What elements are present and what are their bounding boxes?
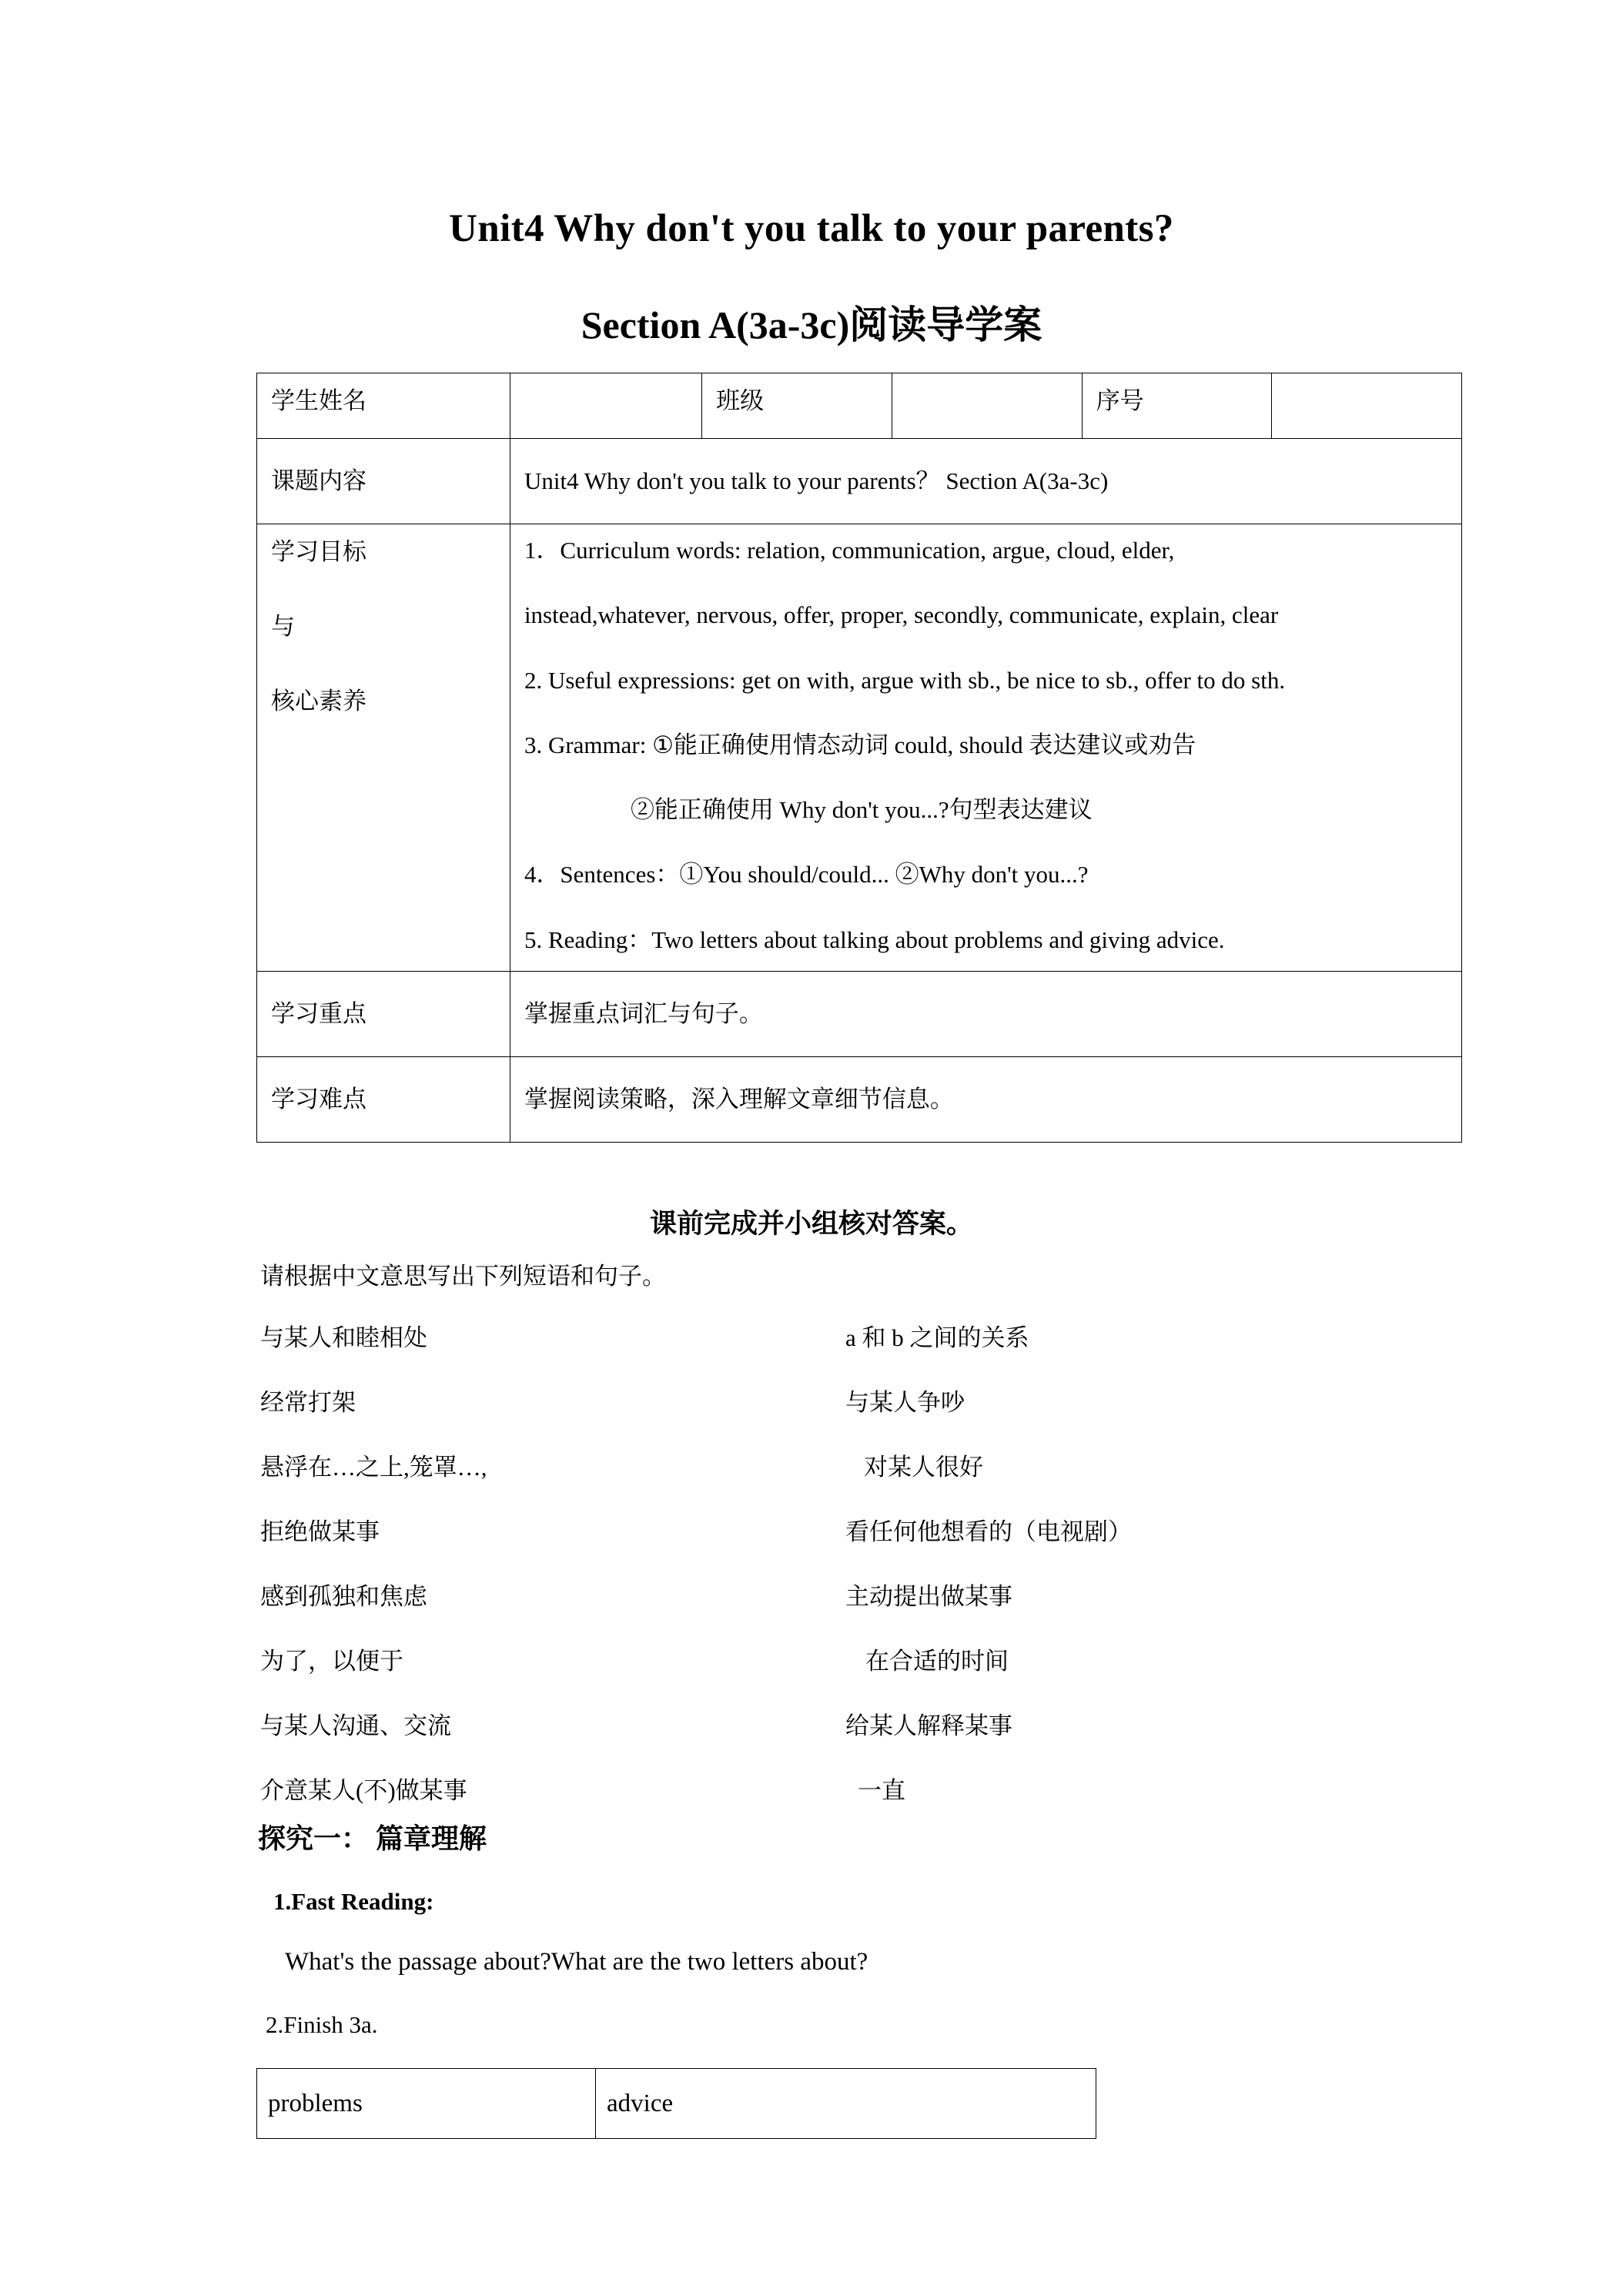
reading-question: What's the passage about?What are the two letters about? (285, 1948, 868, 1976)
vocab-right-2: 与某人争吵 (845, 1389, 965, 1416)
vocab-left-4: 拒绝做某事 (260, 1518, 380, 1545)
number-value[interactable] (1272, 373, 1462, 439)
goal-item-1: 1．Curriculum words: relation, communication, argue, cloud, elder, (524, 537, 1175, 564)
goals-label-line1: 学习目标 (271, 538, 366, 565)
vocab-right-3: 对某人很好 (864, 1454, 983, 1481)
vocab-right-5: 主动提出做某事 (845, 1583, 1012, 1610)
difficulty-label: 学习难点 (257, 1057, 510, 1143)
key-points-value: 掌握重点词汇与句子。 (510, 972, 1461, 1057)
page-title-sub: Section A(3a-3c)阅读导学案 (581, 303, 1042, 346)
difficulty-value: 掌握阅读策略，深入理解文章细节信息。 (510, 1057, 1461, 1143)
student-name-value[interactable] (510, 373, 701, 439)
topic-label: 课题内容 (257, 439, 510, 524)
problems-header: problems (257, 2069, 596, 2139)
table-row-topic (257, 439, 1462, 524)
vocab-left-1: 与某人和睦相处 (260, 1324, 427, 1351)
vocab-left-7: 与某人沟通、交流 (260, 1712, 451, 1739)
class-label: 班级 (702, 373, 892, 439)
goal-item-7: 5. Reading：Two letters about talking about problems and giving advice. (524, 925, 1225, 953)
goal-item-6: 4．Sentences：①You should/could... ②Why don't you...? (524, 861, 1089, 889)
list-item (260, 1512, 1338, 1577)
pre-class-notice: 课前完成并小组核对答案。 (649, 1209, 973, 1239)
fast-reading-label: 1.Fast Reading: (273, 1888, 434, 1915)
vocab-left-3: 悬浮在…之上,笼罩…, (260, 1454, 487, 1481)
vocabulary-list (260, 1318, 1338, 1836)
number-label: 序号 (1082, 373, 1272, 439)
class-value[interactable] (892, 373, 1082, 439)
goal-item-5: ②能正确使用 Why don't you...?句型表达建议 (630, 796, 1093, 824)
list-item (260, 1318, 1338, 1383)
goals-label-cell (257, 524, 510, 972)
problems-advice-table (256, 2068, 1096, 2139)
vocab-left-6: 为了，以便于 (260, 1648, 403, 1675)
finish-3a-label: 2.Finish 3a. (266, 2011, 378, 2038)
list-item (260, 1706, 1338, 1771)
student-name-label: 学生姓名 (257, 373, 510, 439)
list-item (260, 1383, 1338, 1448)
topic-value: Unit4 Why don't you talk to your parents？ Section A(3a-3c) (510, 439, 1461, 524)
goals-label-line2: 与 (271, 612, 295, 640)
vocab-left-2: 经常打架 (260, 1389, 356, 1416)
vocab-left-8: 介意某人(不)做某事 (260, 1777, 467, 1804)
explore-section-heading: 探究一： 篇章理解 (258, 1823, 487, 1854)
table-row-goals (257, 524, 1462, 972)
vocab-left-5: 感到孤独和焦虑 (260, 1583, 427, 1610)
vocabulary-instruction: 请根据中文意思写出下列短语和句子。 (260, 1263, 666, 1290)
list-item (260, 1448, 1338, 1512)
key-points-label: 学习重点 (257, 972, 510, 1057)
table-row (257, 2069, 1096, 2139)
vocab-right-1: a 和 b 之间的关系 (845, 1324, 1029, 1351)
goal-item-4: 3. Grammar: ①能正确使用情态动词 could, should 表达建议或劝告 (524, 731, 1196, 758)
table-row-difficulties (257, 1057, 1462, 1143)
vocab-right-8: 一直 (858, 1777, 905, 1804)
list-item (260, 1577, 1338, 1642)
table-row-identity (257, 373, 1462, 439)
list-item (260, 1642, 1338, 1706)
table-row-key-points (257, 972, 1462, 1057)
advice-header: advice (596, 2069, 1096, 2139)
vocab-right-6: 在合适的时间 (865, 1648, 1009, 1675)
goal-item-3: 2. Useful expressions: get on with, argue with sb., be nice to sb., offer to do sth. (524, 666, 1286, 694)
lesson-info-table (256, 373, 1462, 1143)
page-title-main: Unit4 Why don't you talk to your parents? (449, 207, 1174, 250)
vocab-right-7: 给某人解释某事 (845, 1712, 1012, 1739)
goals-body (510, 524, 1461, 972)
goals-label-line3: 核心素养 (271, 687, 366, 715)
goal-item-2: instead,whatever, nervous, offer, proper, secondly, communicate, explain, clear (524, 601, 1279, 629)
vocab-right-4: 看任何他想看的（电视剧） (845, 1518, 1132, 1545)
